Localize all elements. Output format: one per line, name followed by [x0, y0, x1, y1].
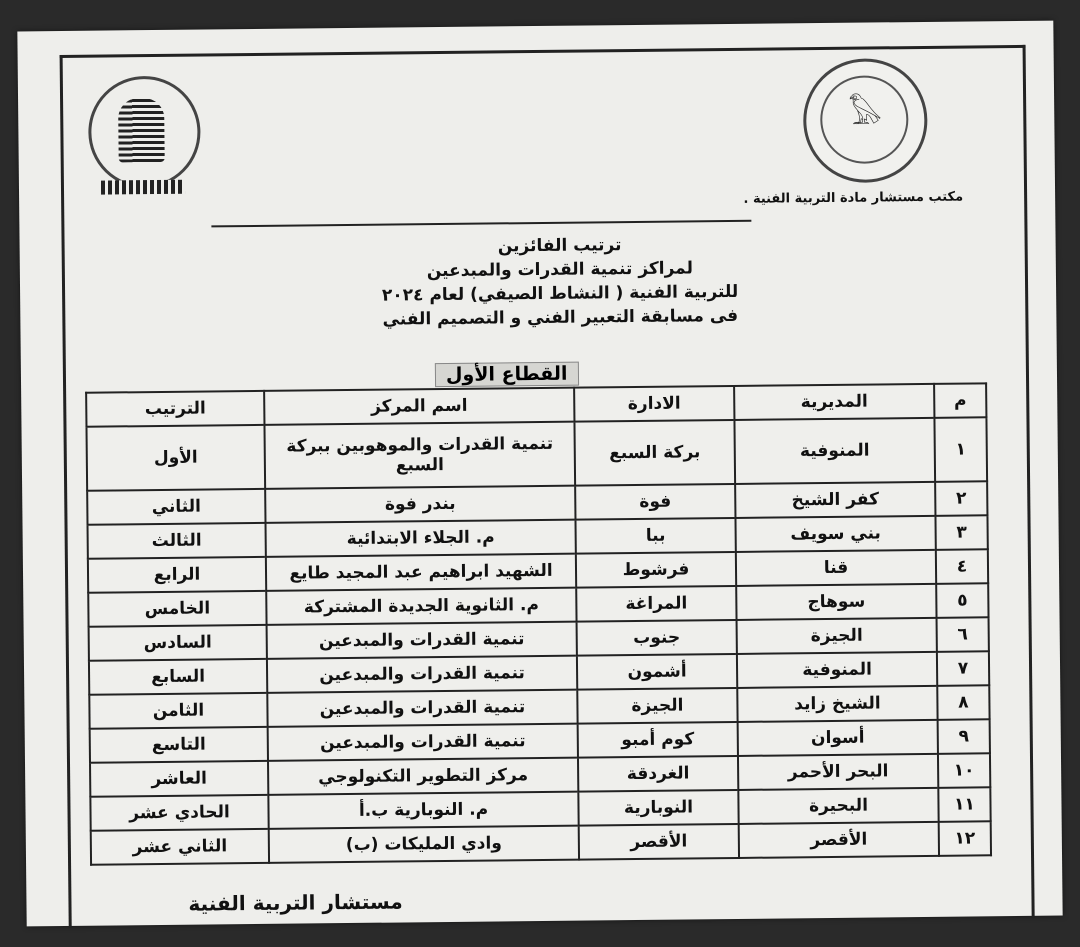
cell-rank: الرابع: [88, 557, 266, 593]
cell-number: ١٠: [938, 753, 990, 788]
cell-number: ٨: [937, 685, 989, 720]
cell-administration: فرشوط: [576, 552, 736, 588]
cell-center-name: م. النوبارية ب.أ: [268, 792, 578, 829]
cell-directorate: البحر الأحمر: [738, 754, 938, 790]
title-line-2: لمراكز تنمية القدرات والمبدعين: [426, 258, 694, 282]
cell-directorate: الجيزة: [737, 618, 937, 654]
cell-administration: الأقصر: [579, 824, 739, 860]
cell-number: ١٢: [939, 821, 991, 856]
cell-number: ٩: [938, 719, 990, 754]
cell-directorate: أسوان: [738, 720, 938, 756]
cell-rank: الخامس: [88, 591, 266, 627]
cell-administration: أشمون: [577, 654, 737, 690]
office-text: مكتب مستشار مادة التربية الفنية .: [743, 189, 964, 207]
cell-number: ٥: [936, 583, 988, 618]
cell-directorate: قنا: [736, 550, 936, 586]
cell-number: ١١: [938, 787, 990, 822]
document-page: [17, 21, 1062, 927]
eagle-icon: 𓅃: [848, 96, 883, 132]
title-line-3: للتربية الفنية ( النشاط الصيفي) لعام ٢٠٢٤: [381, 281, 739, 306]
cell-center-name: وادي المليكات (ب): [269, 826, 579, 863]
header-center-name: اسم المركز: [264, 388, 574, 425]
cell-directorate: الأقصر: [739, 822, 939, 858]
title-line-4: فى مسابقة التعبير الفني و التصميم الفني: [382, 305, 739, 330]
cell-number: ٤: [936, 549, 988, 584]
cell-directorate: بني سويف: [735, 516, 935, 552]
table-row: [86, 417, 987, 490]
cell-center-name: م. الثانوية الجديدة المشتركة: [266, 588, 576, 625]
sector-label: القطاع الأول: [435, 362, 579, 388]
cell-center-name: تنمية القدرات والمبدعين: [268, 724, 578, 761]
signature-text: مستشار التربية الفنية: [188, 889, 403, 916]
art-emblem-icon: [80, 76, 201, 195]
cell-administration: المراغة: [576, 586, 736, 622]
header-administration: الادارة: [574, 386, 734, 422]
cell-rank: السادس: [89, 625, 267, 661]
cell-center-name: م. الجلاء الابتدائية: [266, 520, 576, 557]
cell-rank: التاسع: [90, 727, 268, 763]
cell-rank: الأول: [86, 425, 265, 491]
results-table: [85, 382, 992, 865]
cell-rank: السابع: [89, 659, 267, 695]
cell-administration: ببا: [575, 518, 735, 554]
cell-rank: العاشر: [90, 761, 268, 797]
cell-number: ٣: [935, 515, 987, 550]
cell-center-name: بندر فوة: [265, 486, 575, 523]
cell-administration: كوم أمبو: [578, 722, 738, 758]
cell-directorate: المنوفية: [737, 652, 937, 688]
cell-rank: الثاني عشر: [91, 829, 269, 865]
cell-directorate: الشيخ زايد: [737, 686, 937, 722]
cell-number: ٦: [937, 617, 989, 652]
cell-number: ١: [934, 417, 987, 482]
title-line-1: ترتيب الفائزين: [497, 235, 622, 257]
cell-administration: النوبارية: [578, 790, 738, 826]
title-block: [220, 230, 901, 333]
cell-directorate: المنوفية: [734, 418, 935, 484]
cell-administration: بركة السبع: [574, 420, 735, 486]
cell-administration: الغردقة: [578, 756, 738, 792]
cell-administration: فوة: [575, 484, 735, 520]
ministry-seal-icon: [803, 58, 928, 183]
cell-administration: جنوب: [577, 620, 737, 656]
cell-number: ٢: [935, 481, 987, 516]
cell-center-name: تنمية القدرات والمبدعين: [267, 622, 577, 659]
cell-center-name: تنمية القدرات والمبدعين: [267, 656, 577, 693]
cell-center-name: مركز التطوير التكنولوجي: [268, 758, 578, 795]
cell-center-name: الشهيد ابراهيم عبد المجيد طايع: [266, 554, 576, 591]
cell-rank: الحادي عشر: [90, 795, 268, 831]
cell-directorate: كفر الشيخ: [735, 482, 935, 518]
cell-rank: الثاني: [87, 489, 265, 525]
cell-administration: الجيزة: [577, 688, 737, 724]
header-rank: الترتيب: [86, 391, 264, 427]
cell-center-name: تنمية القدرات والموهوبين ببركة السبع: [264, 422, 575, 489]
cell-center-name: تنمية القدرات والمبدعين: [267, 690, 577, 727]
cell-number: ٧: [937, 651, 989, 686]
header-number: م: [934, 383, 986, 418]
cell-rank: الثامن: [89, 693, 267, 729]
cell-directorate: سوهاج: [736, 584, 936, 620]
header-directorate: المديرية: [734, 384, 934, 420]
cell-rank: الثالث: [88, 523, 266, 559]
cell-directorate: البحيرة: [738, 788, 938, 824]
